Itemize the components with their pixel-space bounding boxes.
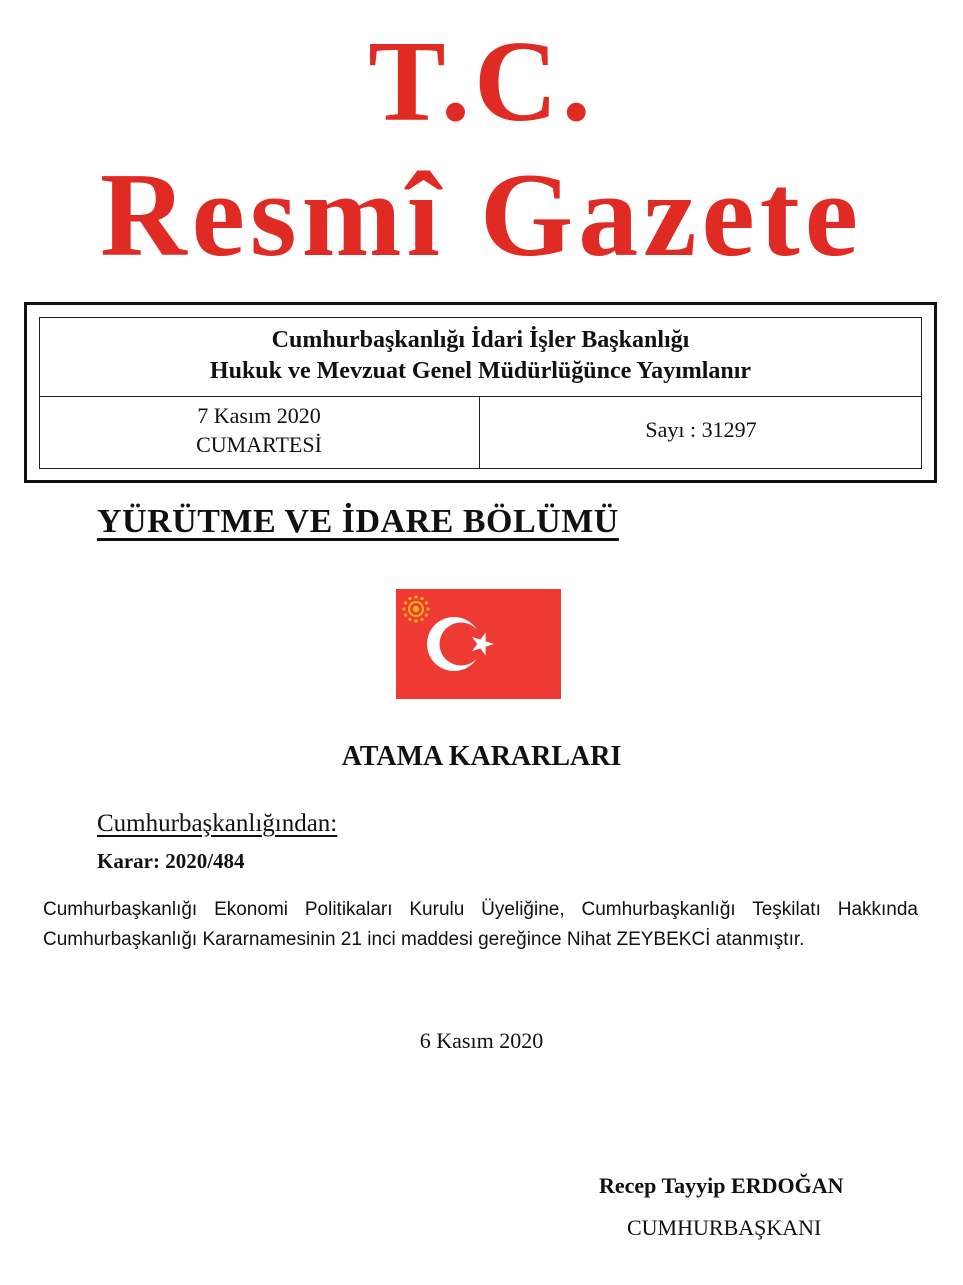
signer-title: CUMHURBAŞKANI: [627, 1215, 822, 1240]
decision-body: Cumhurbaşkanlığı Ekonomi Politikaları Kurulu Üyeliğine, Cumhurbaşkanlığı Teşkilatı Hakkında Cumhurbaşkanlığı Kararnamesinin 21 inci maddesi gereğince Nihat ZEYBEKCİ atanmıştır.: [43, 899, 918, 950]
decision-title: ATAMA KARARLARI: [341, 741, 622, 772]
publisher-block: [39, 317, 922, 397]
signing-date: 6 Kasım 2020: [419, 1028, 544, 1053]
masthead-tc: T.C.: [368, 18, 595, 146]
issue-number: Sayı : 31297: [645, 417, 757, 442]
issue-number-cell: [480, 397, 922, 469]
masthead-title: Resmî Gazete: [99, 148, 863, 281]
signer-name: Recep Tayyip ERDOĞAN: [599, 1173, 844, 1198]
publisher-line-1: Cumhurbaşkanlığı İdari İşler Başkanlığı: [271, 327, 690, 353]
issuer-line: Cumhurbaşkanlığından:: [97, 810, 338, 837]
publication-date: 7 Kasım 2020: [197, 403, 321, 428]
publication-date-cell: [39, 397, 480, 469]
publication-weekday: CUMARTESİ: [196, 432, 322, 457]
decision-number: Karar: 2020/484: [97, 849, 245, 873]
presidential-flag: [396, 589, 561, 699]
publisher-line-2: Hukuk ve Mevzuat Genel Müdürlüğünce Yayımlanır: [209, 358, 752, 384]
section-title: YÜRÜTME VE İDARE BÖLÜMÜ: [97, 503, 619, 540]
